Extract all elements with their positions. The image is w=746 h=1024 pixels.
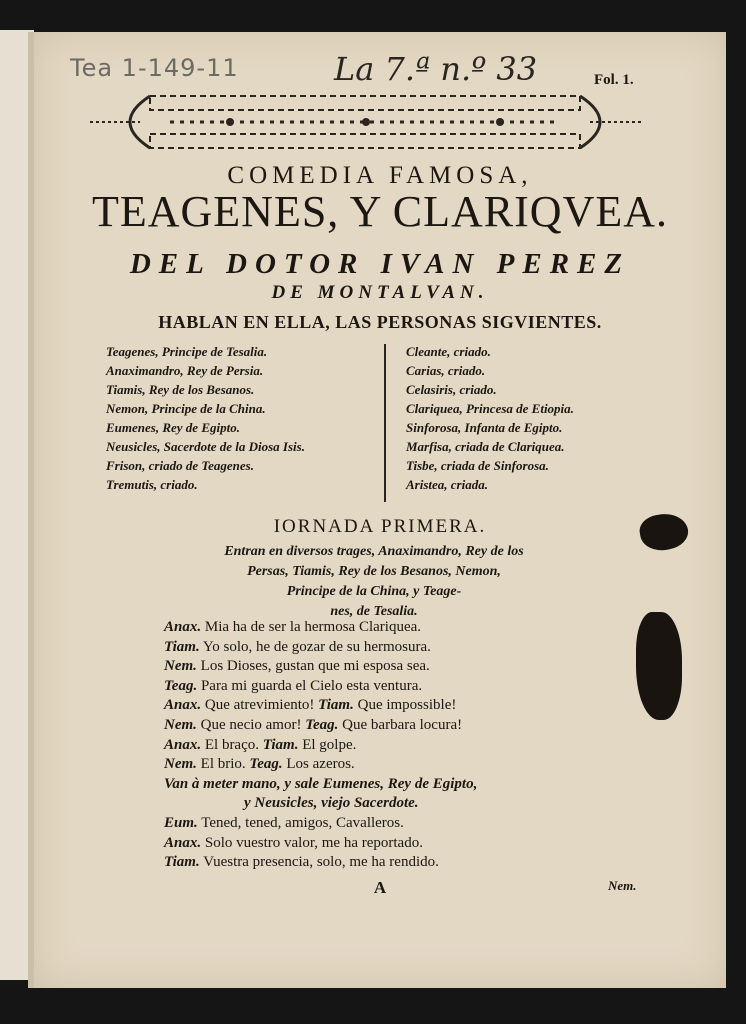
cast-item: Marfisa, criada de Clariquea. <box>406 439 565 454</box>
document-page <box>28 32 726 988</box>
stage-direction-line: Principe de la China, y Teage- <box>286 584 462 599</box>
speaker: Nem. <box>164 716 197 733</box>
dialogue-line <box>164 853 604 873</box>
speaker: Anax. <box>164 736 202 753</box>
speaker: Tiam. <box>164 638 200 655</box>
dialogue-line <box>164 696 604 716</box>
cast-item: Tremutis, criado. <box>106 477 198 492</box>
verse: Los azeros. <box>286 756 355 773</box>
cast-heading: HABLAN EN ELLA, LAS PERSONAS SIGVIENTES. <box>158 312 602 332</box>
verse: Para mi guarda el Cielo esta ventura. <box>200 677 423 694</box>
dialogue-line <box>164 834 604 854</box>
speaker: Teag. <box>249 756 283 773</box>
handwritten-number: La 7.ª n.º 33 <box>334 50 538 88</box>
verse: Que impossible! <box>357 697 457 714</box>
cast-item: Cleante, criado. <box>406 344 491 359</box>
stage-direction-line: Entran en diversos trages, Anaximandro, Rey de los <box>224 544 524 559</box>
stage-direction-line: Van à meter mano, y sale Eumenes, Rey de Egipto, <box>164 775 478 792</box>
speaker: Tiam. <box>318 697 354 714</box>
cast-item: Celasiris, criado. <box>406 382 497 397</box>
verse: Tened, tened, amigos, Cavalleros. <box>201 814 404 831</box>
cast-item: Carias, criado. <box>406 363 486 378</box>
cast-item: Tisbe, criada de Sinforosa. <box>406 458 549 473</box>
cast-list-left <box>106 342 396 494</box>
speaker: Anax. <box>164 697 202 714</box>
verse: Los Dioses, gustan que mi esposa sea. <box>200 658 430 675</box>
cast-item: Clariquea, Princesa de Etiopia. <box>406 401 574 416</box>
speaker: Nem. <box>164 756 197 773</box>
author-line-1: DEL DOTOR IVAN PEREZ <box>129 248 631 280</box>
ink-blot <box>636 612 682 720</box>
signature-mark: A <box>373 878 387 897</box>
verse: El golpe. <box>302 736 357 753</box>
verse: El brio. <box>200 756 246 773</box>
act-title: IORNADA PRIMERA. <box>273 516 487 537</box>
dialogue-line <box>164 755 604 775</box>
cast-column-divider <box>384 344 386 502</box>
verse: Vuestra presencia, solo, me ha rendido. <box>203 854 439 871</box>
cast-item: Aristea, criada. <box>406 477 488 492</box>
cast-item: Teagenes, Principe de Tesalia. <box>106 344 268 359</box>
stage-direction-line: nes, de Tesalia. <box>330 604 418 619</box>
speaker: Anax. <box>164 619 202 635</box>
verse: Mia ha de ser la hermosa Clariquea. <box>204 619 422 635</box>
dialogue-line <box>164 638 604 658</box>
cast-item: Tiamis, Rey de los Besanos. <box>106 382 255 397</box>
cast-item: Frison, criado de Teagenes. <box>106 458 254 473</box>
dialogue-line <box>164 677 604 697</box>
speaker: Tiam. <box>164 854 200 871</box>
speaker: Tiam. <box>262 736 299 753</box>
speaker: Teag. <box>305 716 339 733</box>
speaker: Teag. <box>164 677 198 694</box>
catchword: Nem. <box>608 878 637 893</box>
dialogue-block <box>164 618 604 873</box>
cast-item: Neusicles, Sacerdote de la Diosa Isis. <box>106 439 305 454</box>
verse: Que atrevimiento! <box>204 697 315 714</box>
dialogue-line <box>164 618 604 638</box>
cast-item: Anaximandro, Rey de Persia. <box>106 363 264 378</box>
verse: Que barbara locura! <box>342 716 463 733</box>
dialogue-line <box>164 814 604 834</box>
verse: Yo solo, he de gozar de su hermosura. <box>202 638 431 655</box>
author-line-2: DE MONTALVAN. <box>271 282 489 303</box>
cast-item: Sinforosa, Infanta de Egipto. <box>406 420 563 435</box>
speaker: Anax. <box>164 834 202 851</box>
handwritten-shelfmark: Tea 1-149-11 <box>70 54 239 82</box>
verse: Que necio amor! <box>200 716 302 733</box>
title-line-1: COMEDIA FAMOSA, <box>227 162 533 189</box>
dialogue-line <box>164 736 604 756</box>
verse: El braço. <box>204 736 259 753</box>
stage-direction <box>144 542 604 622</box>
speaker: Nem. <box>164 658 197 675</box>
play-title: TEAGENES, Y CLARIQVEA. <box>91 187 669 236</box>
cast-list-right <box>406 342 696 494</box>
verse: Solo vuestro valor, me ha reportado. <box>204 834 423 851</box>
dialogue-line <box>164 657 604 677</box>
cast-item: Nemon, Principe de la China. <box>106 401 266 416</box>
stage-direction-line: y Neusicles, viejo Sacerdote. <box>244 795 419 812</box>
decorative-headpiece-ornament <box>80 90 652 154</box>
cast-item: Eumenes, Rey de Egipto. <box>106 420 240 435</box>
folio-number: Fol. 1. <box>594 72 634 88</box>
stage-direction-line: Persas, Tiamis, Rey de los Besanos, Nemon, <box>247 564 501 579</box>
dialogue-line <box>164 716 604 736</box>
speaker: Eum. <box>164 814 198 831</box>
